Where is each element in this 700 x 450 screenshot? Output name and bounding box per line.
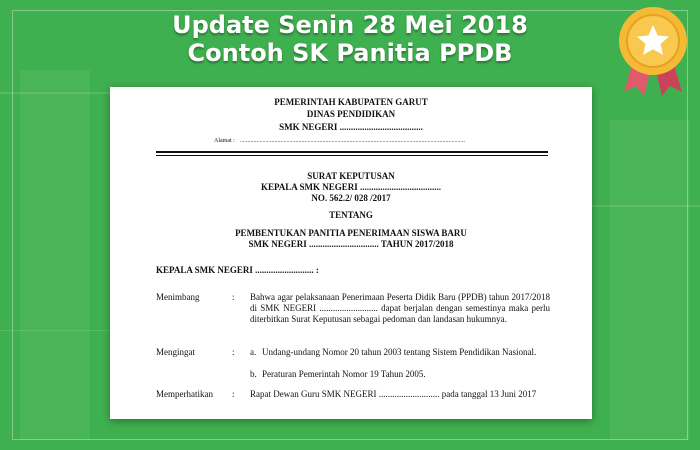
decree-about: TENTANG [329,210,373,220]
letterhead-divider [156,151,548,153]
background-shape [20,70,90,440]
decree-opening: KEPALA SMK NEGERI .......................... : [156,265,319,275]
letterhead-school: SMK NEGERI ..................................... [279,122,423,132]
headline-date: Update Senin 28 Mei 2018 [172,11,528,39]
decree-title: SURAT KEPUTUSAN [307,171,395,181]
menimbang-text: Bahwa agar pelaksanaan Penerimaan Peserta Didik Baru (PPDB) tahun 2017/2018 di SMK NEGERI .......................... dapat berjalan dengan semestinya maka perlu diterbitkan Surat Keputusan sebagai pedoman dan landasan hukumnya. [250,292,550,324]
background-line [592,205,700,207]
mengingat-colon: : [232,347,235,357]
letterhead-department: DINAS PENDIDIKAN [306,109,396,119]
mengingat-a-text: Undang-undang Nomor 20 tahun 2003 tentang Sistem Pendidikan Nasional. [262,347,537,357]
background-line [0,92,110,94]
decree-subtitle: KEPALA SMK NEGERI .................................... [260,182,442,192]
decree-subject-line1: PEMBENTUKAN PANITIA PENERIMAAN SISWA BARU [235,228,467,238]
mengingat-label: Mengingat [156,347,195,357]
memperhatikan-colon: : [232,389,235,399]
address-value: ...................................................................................................................................................... [240,138,465,144]
address-label: Alamat : [214,138,235,144]
mengingat-a-number: a. [250,347,257,357]
star-ribbon-icon [616,4,690,100]
letterhead-divider-thin [156,155,548,156]
decree-number: NO. 562.2/ 028 /2017 [311,193,391,203]
background-line [0,330,110,331]
menimbang-label: Menimbang [156,292,200,302]
decree-subject-line2: SMK NEGERI ............................... TAHUN 2017/2018 [248,239,454,249]
document-page [110,87,592,419]
headline-title: Contoh SK Panitia PPDB [187,39,513,67]
mengingat-b-number: b. [250,369,257,379]
memperhatikan-text: Rapat Dewan Guru SMK NEGERI ........................... pada tanggal 13 Juni 2017 [250,389,537,399]
memperhatikan-label: Memperhatikan [156,389,213,399]
letterhead-government: PEMERINTAH KABUPATEN GARUT [274,97,428,107]
mengingat-b-text: Peraturan Pemerintah Nomor 19 Tahun 2005. [262,369,426,379]
background-shape [610,120,690,440]
menimbang-colon: : [232,292,235,302]
